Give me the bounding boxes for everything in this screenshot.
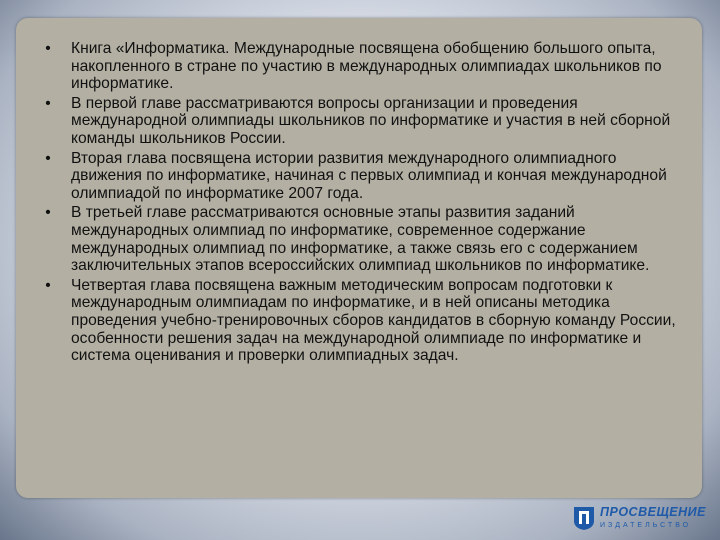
bullet-text: Четвертая глава посвящена важным методическим вопросам подготовки к международным олимпиадам по информатике, и в ней описаны методика проведения учебно-тренировочных сборов кандидатов в сборную команду России, особенности решения задач на международной олимпиаде по информатике и система оценивания и проверки олимпиадных задач.	[71, 276, 676, 365]
bullet-dot-icon: •	[45, 276, 51, 294]
bullet-item	[16, 95, 702, 148]
bullet-text: Вторая глава посвящена истории развития международного олимпиадного движения по информатике, начиная с первых олимпиад и кончая международной олимпиадой по информатике 2007 года.	[71, 149, 667, 202]
bullet-list	[16, 40, 702, 367]
bullet-item	[16, 40, 702, 93]
bullet-dot-icon: •	[45, 94, 51, 112]
publisher-name: ПРОСВЕЩЕНИЕ	[600, 505, 706, 519]
bullet-item	[16, 204, 702, 274]
publisher-logo	[572, 503, 712, 535]
bullet-text: В третьей главе рассматриваются основные этапы развития заданий международных олимпиад по информатике, современное содержание международных олимпиад по информатике, а также связь его с содержанием заключительных этапов всероссийских олимпиад школьников по информатике.	[71, 204, 650, 275]
bullet-dot-icon: •	[45, 204, 51, 222]
bullet-dot-icon: •	[45, 40, 51, 57]
bullet-item	[16, 277, 702, 365]
content-panel	[16, 18, 702, 498]
bullet-item	[16, 150, 702, 203]
bullet-text: Книга «Информатика. Международные посвящена обобщению большого опыта, накопленного в стране по участию в международных олимпиадах школьников по информатике.	[71, 40, 662, 93]
bullet-dot-icon: •	[45, 149, 51, 167]
publisher-subtitle: ИЗДАТЕЛЬСТВО	[600, 522, 692, 529]
publisher-emblem-icon	[572, 505, 596, 531]
bullet-text: В первой главе рассматриваются вопросы организации и проведения международной олимпиады школьников по информатике и участия в ней сборной команды школьников России.	[71, 94, 671, 147]
